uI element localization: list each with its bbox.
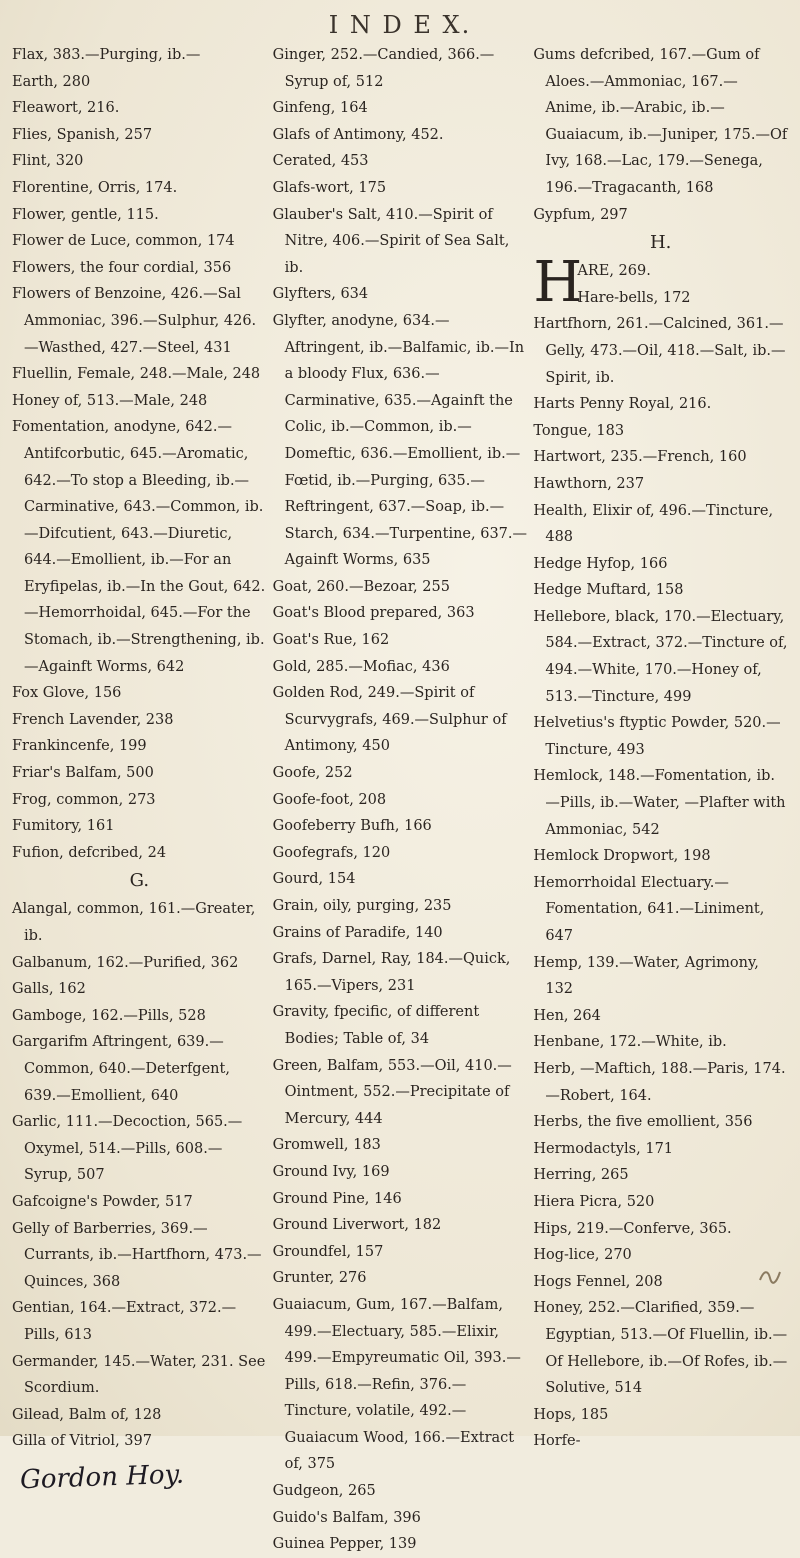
index-entry: Gromwell, 183 (272, 1137, 381, 1154)
index-entry: Flies, Spanish, 257 (12, 126, 153, 143)
index-entry: Ginfeng, 164 (272, 100, 368, 117)
index-entry: Fluellin, Female, 248.—Male, 248 (12, 366, 261, 383)
index-entry: Hartfhorn, 261.—Calcined, 361.—Gelly, 473.—Oil, 418.—Salt, ib.—Spirit, ib. (533, 316, 786, 386)
index-entry: Harts Penny Royal, 216. (533, 396, 712, 413)
index-entry: Earth, 280 (12, 73, 91, 90)
index-entry: Ginger, 252.—Candied, 366.—Syrup of, 512 (272, 47, 495, 90)
index-entry: Hermodactyls, 171 (533, 1140, 674, 1157)
index-entry: Honey of, 513.—Male, 248 (12, 392, 208, 409)
index-entry: Hemp, 139.—Water, Agrimony, 132 (533, 954, 759, 998)
index-entry: Flower de Luce, common, 174 (12, 233, 235, 250)
index-entry: Gudgeon, 265 (272, 1483, 376, 1500)
index-entry: Fomentation, anodyne, 642.—Antifcorbutic, 645.—Aromatic, 642.—To stop a Bleeding, ib.—Carminative, 643.—Common, ib.—Difcutient, 643.—Diuretic, 644.—Emollient, ib.—For an Eryfipelas, ib.—In the Gout, 642.—Hemorrhoidal, 645.—For the Stomach, ib.—Strengthening, ib.—Againft Worms, 642 (12, 419, 266, 675)
index-entry: Goat, 260.—Bezoar, 255 (272, 578, 450, 595)
index-entry: Germander, 145.—Water, 231. See Scordium. (12, 1353, 266, 1397)
page-header: I N D E X. (328, 11, 472, 39)
dropcap-line: Hare-bells, 172 (577, 289, 691, 306)
index-entry: Goofegrafs, 120 (272, 844, 391, 861)
index-entry: Flint, 320 (12, 153, 84, 170)
index-entry: Flower, gentle, 115. (12, 206, 159, 223)
handwritten-signature: Gordon Hoy. (19, 1459, 185, 1496)
index-entry: Hedge Hyfop, 166 (533, 555, 668, 572)
index-entry: Gravity, fpecific, of different Bodies; Table of, 34 (272, 1004, 480, 1047)
index-entry: Fox Glove, 156 (12, 685, 122, 702)
column-1 (12, 42, 267, 1496)
index-entry: French Lavender, 238 (12, 711, 174, 728)
index-entry: Herb, —Maftich, 188.—Paris, 174.—Robert, 164. (533, 1060, 786, 1104)
index-entry: Tongue, 183 (533, 422, 625, 439)
index-entry: Goofe, 252 (272, 765, 353, 782)
dropcap-letter: H (533, 250, 583, 316)
index-entry: Hedge Muftard, 158 (533, 582, 684, 599)
index-entry: Grain, oily, purging, 235 (272, 898, 452, 914)
index-entry: Frankincenfe, 199 (12, 738, 147, 755)
index-entry: Gargarifm Aftringent, 639.—Common, 640.—Deterfgent, 639.—Emollient, 640 (12, 1034, 230, 1104)
index-entry: Health, Elixir of, 496.—Tincture, 488 (533, 502, 774, 546)
index-entry: Gamboge, 162.—Pills, 528 (12, 1007, 206, 1024)
index-entry: Goat's Blood prepared, 363 (272, 605, 475, 622)
index-entry: Helvetius's ftyptic Powder, 520.—Tincture, 493 (533, 715, 781, 758)
index-entry: Horfe- (533, 1433, 581, 1450)
index-entry: Hemlock, 148.—Fomentation, ib.—Pills, ib.—Water, —Plafter with Ammoniac, 542 (533, 768, 786, 838)
index-entry: Frog, common, 273 (12, 791, 156, 808)
index-entry: Gilead, Balm of, 128 (12, 1406, 162, 1423)
index-entry: Florentine, Orris, 174. (12, 179, 178, 196)
index-entry: Hemorrhoidal Electuary.—Fomentation, 641.—Liniment, 647 (533, 874, 765, 944)
index-entry: Hellebore, black, 170.—Electuary, 584.—Extract, 372.—Tincture of, 494.—White, 170.—Honey of, 513.—Tincture, 499 (533, 608, 788, 705)
index-entry: Flowers, the four cordial, 356 (12, 259, 232, 276)
index-entry: Green, Balfam, 553.—Oil, 410.—Ointment, 552.—Precipitate of Mercury, 444 (272, 1057, 512, 1127)
index-entry: Grains of Paradife, 140 (272, 924, 443, 941)
ink-mark-icon (758, 1266, 782, 1286)
index-entry: Fufion, defcribed, 24 (12, 844, 167, 861)
index-entry: Gafcoigne's Powder, 517 (12, 1193, 193, 1210)
index-entry: Goofe-foot, 208 (272, 791, 387, 808)
index-entry: Groundfel, 157 (272, 1243, 384, 1260)
index-entry: Honey, 252.—Clarified, 359.—Egyptian, 513.—Of Fluellin, ib.—Of Hellebore, ib.—Of Rofes, ib.—Solutive, 514 (533, 1300, 788, 1397)
index-entry: Fleawort, 216. (12, 100, 120, 117)
index-entry: Garlic, 111.—Decoction, 565.—Oxymel, 514.—Pills, 608.—Syrup, 507 (12, 1114, 243, 1184)
index-entry: Guinea Pepper, 139 (272, 1536, 417, 1553)
index-entry: Ground Pine, 146 (272, 1190, 402, 1207)
index-entry: Hemlock Dropwort, 198 (533, 848, 711, 865)
index-entry: Glyfter, anodyne, 634.—Aftringent, ib.—Balfamic, ib.—In a bloody Flux, 636.—Carminative, 635.—Againft the Colic, ib.—Common, ib.—Domeftic, 636.—Emollient, ib.—Fœtid, ib.—Purging, 635.—Reftringent, 637.—Soap, ib.—Starch, 634.—Turpentine, 637.—Againft Worms, 635 (272, 312, 528, 569)
index-entry: Friar's Balfam, 500 (12, 765, 154, 782)
column-2 (272, 42, 528, 1553)
index-entry: Hips, 219.—Conferve, 365. (533, 1220, 732, 1237)
index-entry: Hen, 264 (533, 1007, 601, 1024)
section-letter-g: G. (129, 870, 150, 892)
index-entry: Goat's Rue, 162 (272, 632, 390, 649)
index-entry: Alangal, common, 161.—Greater, ib. (12, 901, 256, 944)
index-entry: Gentian, 164.—Extract, 372.—Pills, 613 (12, 1300, 237, 1343)
index-entry: Gelly of Barberries, 369.—Currants, ib.—Hartfhorn, 473.—Quinces, 368 (12, 1220, 262, 1290)
index-entry: Herring, 265 (533, 1167, 629, 1184)
dropcap-block (533, 250, 788, 316)
section-letter-h: H. (649, 232, 672, 254)
index-entry: Gilla of Vitriol, 397 (12, 1433, 152, 1450)
index-entry: Gold, 285.—Mofiac, 436 (272, 658, 450, 675)
index-entry: Hiera Picra, 520 (533, 1193, 655, 1210)
index-entry: Gums defcribed, 167.—Gum of Aloes.—Ammoniac, 167.—Anime, ib.—Arabic, ib.—Guaiacum, ib.—Juniper, 175.—Of Ivy, 168.—Lac, 179.—Senega, 196.—Tragacanth, 168 (533, 47, 788, 196)
index-entry: Guido's Balfam, 396 (272, 1509, 421, 1526)
column-3 (533, 42, 788, 1450)
index-entry: Guaiacum, Gum, 167.—Balfam, 499.—Electuary, 585.—Elixir, 499.—Empyreumatic Oil, 393.—Pills, 618.—Refin, 376.—Tincture, volatile, 492.—Guaiacum Wood, 166.—Extract of, 375 (272, 1296, 521, 1473)
index-entry: Hawthorn, 237 (533, 475, 645, 492)
index-entry: Gourd, 154 (272, 871, 356, 888)
index-entry: Grunter, 276 (272, 1270, 367, 1287)
index-entry: Henbane, 172.—White, ib. (533, 1034, 727, 1051)
index-entry: Flowers of Benzoine, 426.—Sal Ammoniac, 396.—Sulphur, 426.—Wasthed, 427.—Steel, 431 (12, 286, 257, 356)
index-entry: Cerated, 453 (272, 153, 369, 170)
index-entry: Ground Liverwort, 182 (272, 1217, 442, 1234)
index-entry: Hogs Fennel, 208 (533, 1273, 663, 1290)
index-entry: Gypfum, 297 (533, 206, 628, 223)
index-entry: Goofeberry Bufh, 166 (272, 818, 432, 835)
index-entry: Ground Ivy, 169 (272, 1163, 390, 1180)
index-entry: Fumitory, 161 (12, 818, 115, 835)
index-entry: Hartwort, 235.—French, 160 (533, 449, 747, 466)
index-entry: Hog-lice, 270 (533, 1247, 632, 1264)
index-entry: Grafs, Darnel, Ray, 184.—Quick, 165.—Vipers, 231 (272, 951, 511, 994)
index-columns (12, 42, 788, 1553)
index-entry: Glafs-wort, 175 (272, 179, 387, 196)
dropcap-line: ARE, 269. (577, 263, 651, 280)
index-entry: Golden Rod, 249.—Spirit of Scurvygrafs, 469.—Sulphur of Antimony, 450 (272, 685, 507, 755)
index-entry: Herbs, the five emollient, 356 (533, 1114, 753, 1131)
index-entry: Flax, 383.—Purging, ib.— (12, 47, 201, 63)
index-entry: Glyfters, 634 (272, 286, 369, 303)
index-entry: Galls, 162 (12, 981, 86, 998)
index-entry: Hops, 185 (533, 1406, 609, 1423)
index-entry: Galbanum, 162.—Purified, 362 (12, 954, 239, 971)
index-entry: Glauber's Salt, 410.—Spirit of Nitre, 406.—Spirit of Sea Salt, ib. (272, 206, 510, 276)
index-entry: Glafs of Antimony, 452. (272, 126, 444, 143)
